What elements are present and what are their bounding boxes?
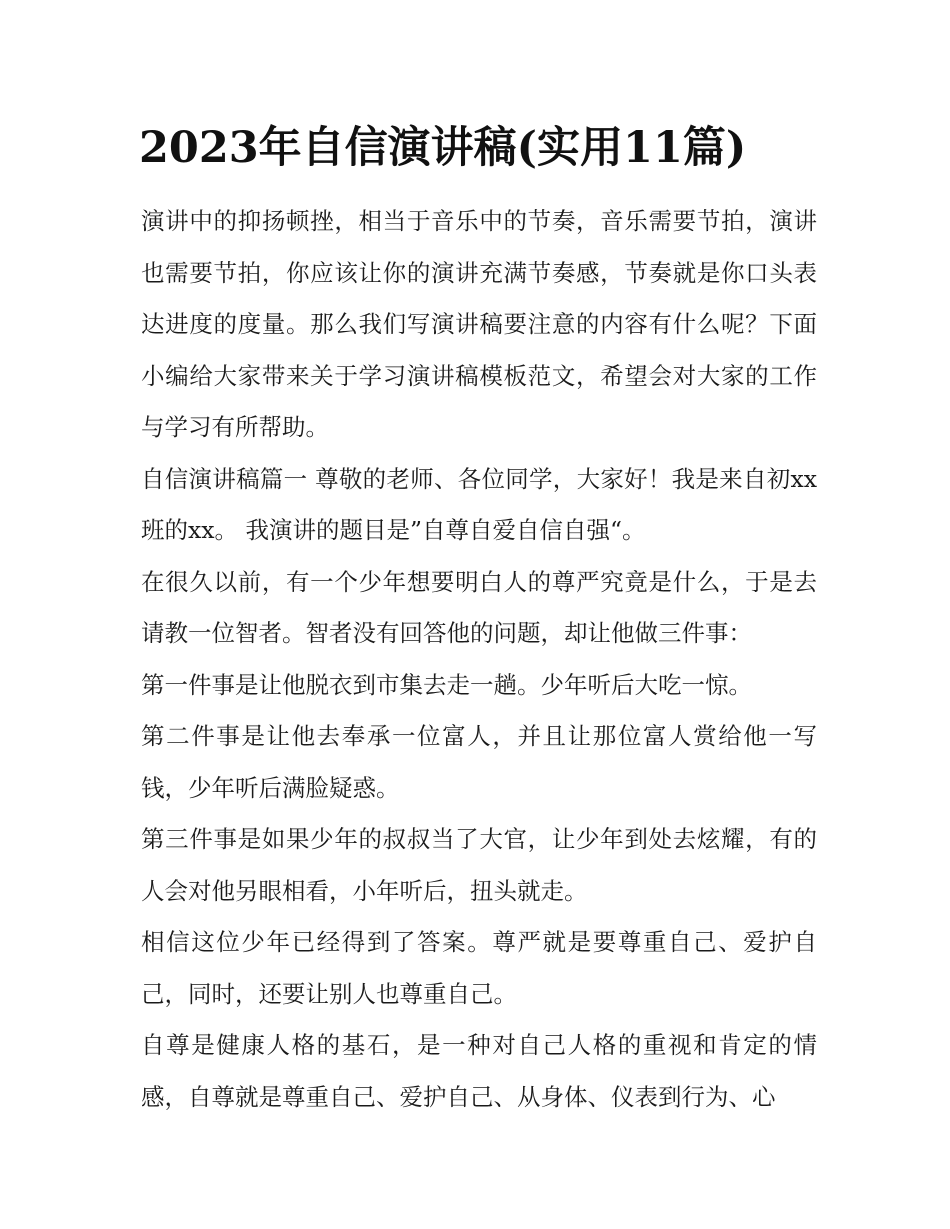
paragraph-third-task: 第三件事是如果少年的叔叔当了大官，让少年到处去炫耀，有的人会对他另眼相看，小年听后，扭头就走。 — [141, 825, 817, 905]
paragraph-self-respect: 自尊是健康人格的基石，是一种对自己人格的重视和肯定的情感，自尊就是尊重自己、爱护自己、从身体、仪表到行为、心 — [141, 1031, 817, 1111]
document-title: 2023年自信演讲稿(实用11篇) — [139, 123, 747, 173]
paragraph-story: 在很久以前，有一个少年想要明白人的尊严究竟是什么，于是去请教一位智者。智者没有回答他的问题，却让他做三件事： — [141, 567, 817, 647]
paragraph-first-task: 第一件事是让他脱衣到市集去走一趟。少年听后大吃一惊。 — [141, 670, 752, 699]
paragraph-speech-opening: 自信演讲稿篇一 尊敬的老师、各位同学，大家好！我是来自初xx班的xx。 我演讲的题目是”自尊自爱自信自强“。 — [141, 464, 817, 544]
paragraph-answer: 相信这位少年已经得到了答案。尊严就是要尊重自己、爱护自己，同时，还要让别人也尊重自己。 — [141, 928, 817, 1008]
paragraph-intro: 演讲中的抑扬顿挫，相当于音乐中的节奏，音乐需要节拍，演讲也需要节拍，你应该让你的演讲充满节奏感，节奏就是你口头表达进度的度量。那么我们写演讲稿要注意的内容有什么呢？下面小编给大家带来关于学习演讲稿模板范文，希望会对大家的工作与学习有所帮助。 — [141, 207, 817, 441]
paragraph-second-task: 第二件事是让他去奉承一位富人，并且让那位富人赏给他一写钱，少年听后满脸疑惑。 — [141, 722, 817, 802]
document-body — [141, 196, 817, 1123]
